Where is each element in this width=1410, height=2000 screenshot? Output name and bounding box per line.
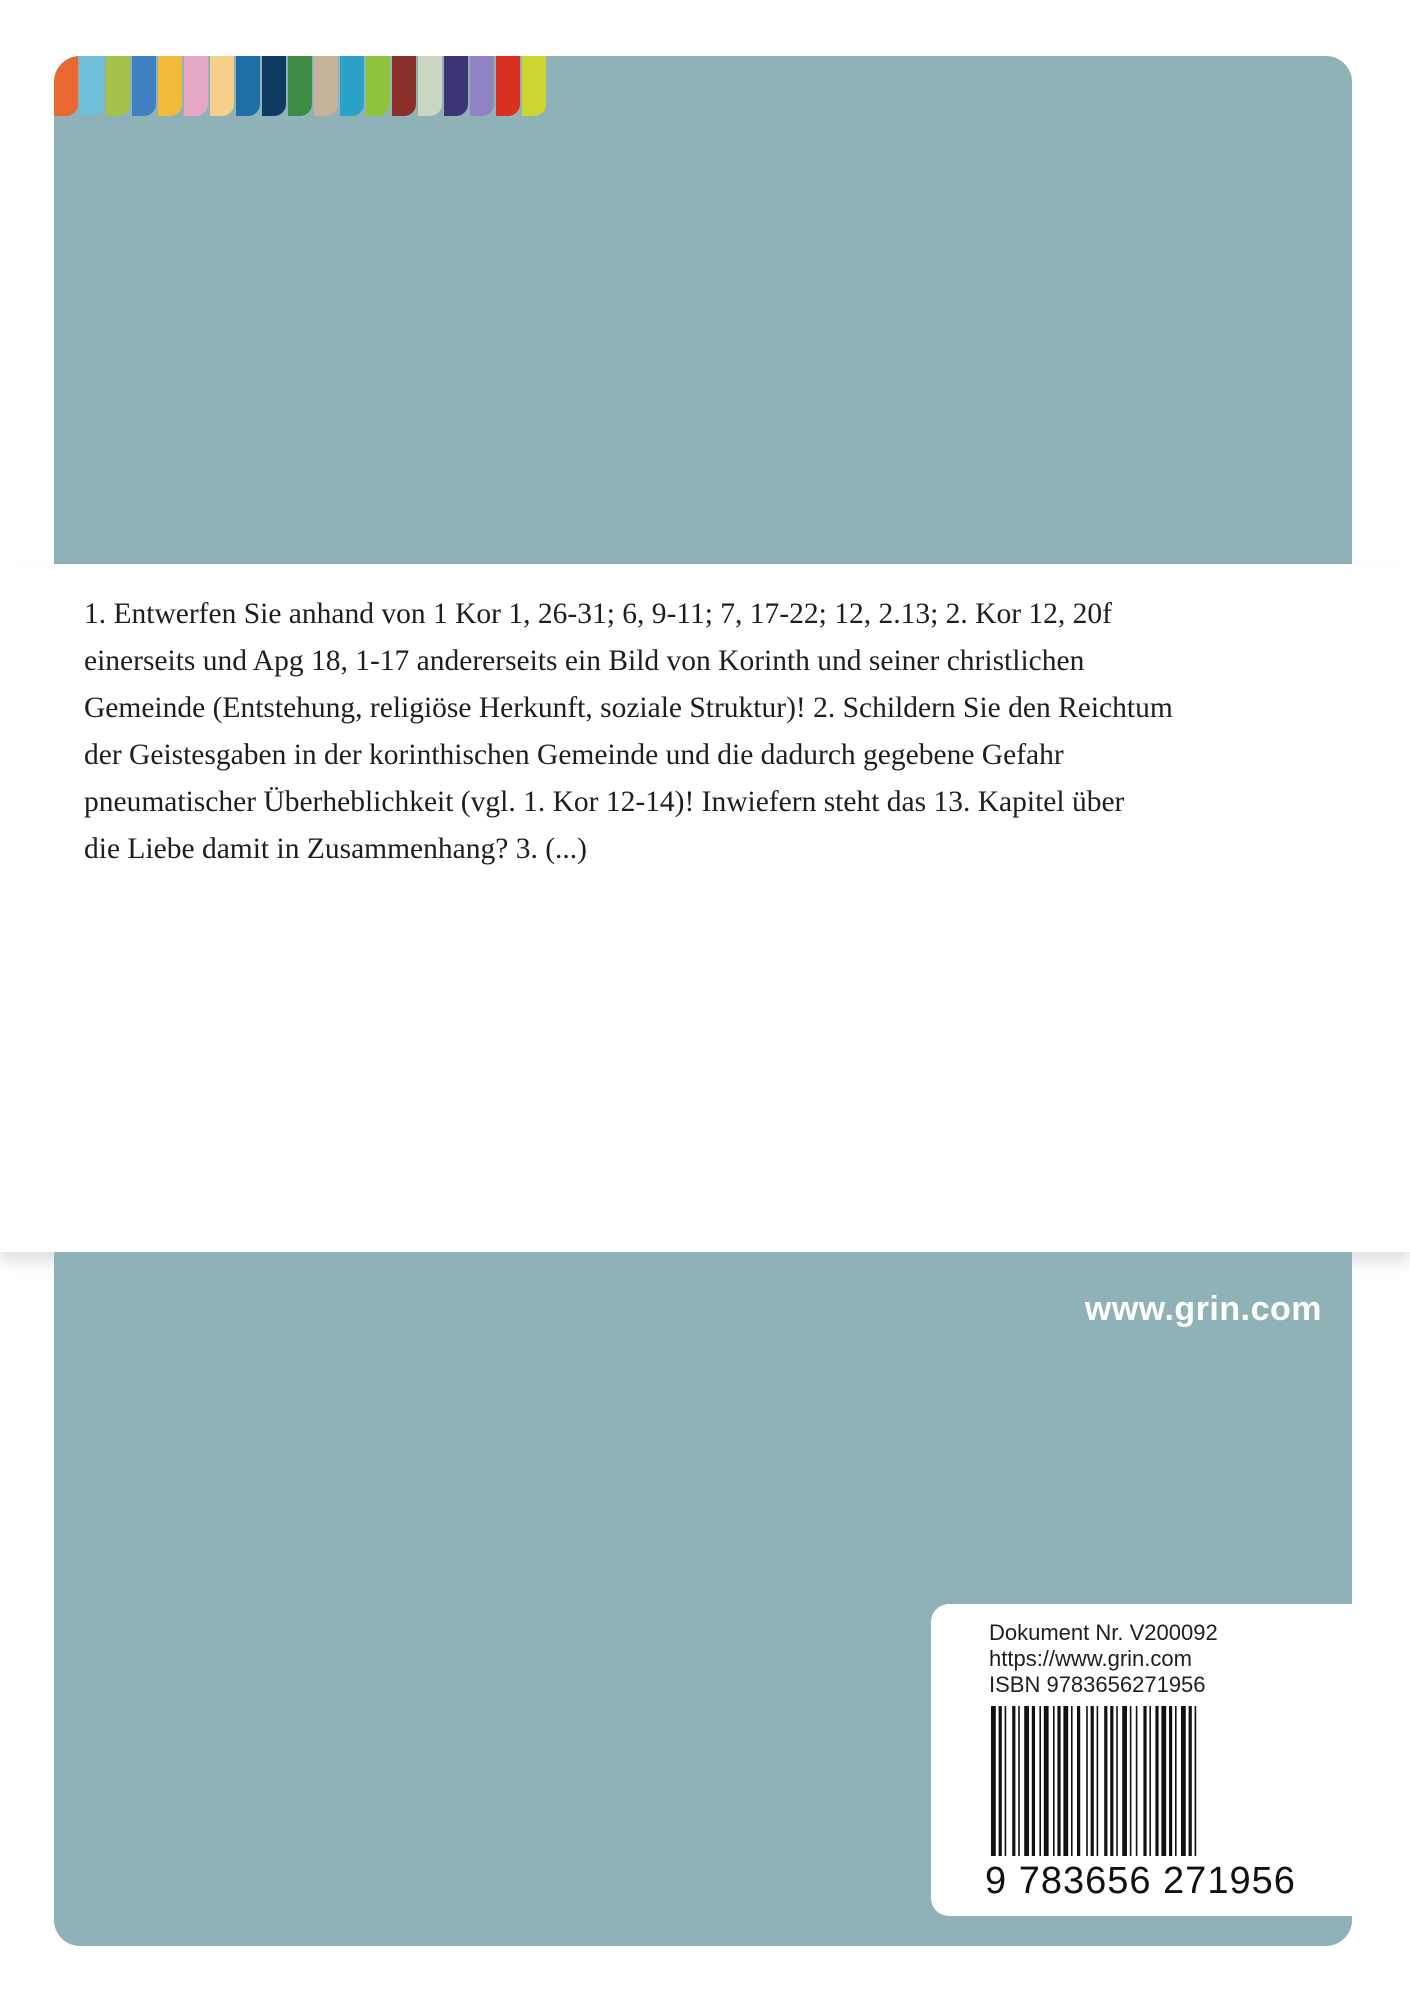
- barcode-bar: [1195, 1706, 1197, 1856]
- barcode-bar: [1149, 1706, 1151, 1856]
- barcode-bar: [1110, 1706, 1113, 1856]
- barcode-bar: [1181, 1706, 1186, 1856]
- barcode-bar: [1155, 1706, 1158, 1856]
- barcode-bar: [1169, 1706, 1172, 1856]
- color-tab: [444, 56, 468, 116]
- barcode-bar: [1077, 1706, 1080, 1856]
- abstract-area: [0, 564, 1410, 1252]
- barcode-bar: [991, 1706, 996, 1856]
- color-tab: [288, 56, 312, 116]
- barcode-bar: [1136, 1706, 1138, 1856]
- color-tab: [340, 56, 364, 116]
- abstract-line: pneumatischer Überheblichkeit (vgl. 1. Kor 12-14)! Inwiefern steht das 13. Kapitel über: [84, 786, 1125, 818]
- color-tab: [132, 56, 156, 116]
- barcode-bar: [1086, 1706, 1088, 1856]
- color-tab: [184, 56, 208, 116]
- color-tab: [314, 56, 338, 116]
- abstract-line: die Liebe damit in Zusammenhang? 3. (...): [84, 833, 587, 865]
- barcode-bar: [1044, 1706, 1049, 1856]
- color-tab-strip: [54, 56, 548, 116]
- document-url: https://www.grin.com: [989, 1646, 1192, 1671]
- barcode-bar: [1104, 1706, 1107, 1856]
- barcode-bar: [1116, 1706, 1118, 1856]
- color-tab: [418, 56, 442, 116]
- barcode-bar: [1161, 1706, 1166, 1856]
- barcode-bar: [1005, 1706, 1007, 1856]
- document-number: Dokument Nr. V200092: [989, 1620, 1218, 1645]
- color-tab: [54, 56, 78, 116]
- color-tab: [210, 56, 234, 116]
- isbn-barcode: [989, 1706, 1289, 1856]
- barcode-bar: [1091, 1706, 1094, 1856]
- color-tab: [496, 56, 520, 116]
- barcode-bar: [999, 1706, 1002, 1856]
- color-tab: [106, 56, 130, 116]
- barcode-bar: [1097, 1706, 1099, 1856]
- abstract-line: 1. Entwerfen Sie anhand von 1 Kor 1, 26-31; 6, 9-11; 7, 17-22; 12, 2.13; 2. Kor 12, 20f: [84, 598, 1112, 630]
- isbn-info-box: [931, 1604, 1352, 1916]
- barcode-bar: [1063, 1706, 1068, 1856]
- barcode-bar: [1039, 1706, 1041, 1856]
- barcode-bar: [1175, 1706, 1177, 1856]
- color-tab: [158, 56, 182, 116]
- barcode-bar: [1143, 1706, 1146, 1856]
- barcode-bar: [1189, 1706, 1192, 1856]
- color-tab: [470, 56, 494, 116]
- color-tab: [262, 56, 286, 116]
- barcode-bar: [1018, 1706, 1020, 1856]
- barcode-bar: [1012, 1706, 1015, 1856]
- barcode-bar: [1122, 1706, 1127, 1856]
- isbn-number: ISBN 9783656271956: [989, 1672, 1206, 1697]
- abstract-line: der Geistesgaben in der korinthischen Gemeinde und die dadurch gegebene Gefahr: [84, 739, 1064, 771]
- barcode-bar: [1032, 1706, 1035, 1856]
- barcode-digits: 9 783656 271956: [985, 1860, 1296, 1902]
- barcode-bar: [1130, 1706, 1132, 1856]
- barcode-bar: [1053, 1706, 1055, 1856]
- publisher-website: www.grin.com: [1084, 1290, 1322, 1328]
- barcode-bar: [1071, 1706, 1073, 1856]
- barcode-bar: [1024, 1706, 1029, 1856]
- color-tab: [392, 56, 416, 116]
- abstract-line: einerseits und Apg 18, 1-17 andererseits ein Bild von Korinth und seiner christlichen: [84, 645, 1085, 677]
- barcode-bar: [1057, 1706, 1060, 1856]
- color-tab: [522, 56, 546, 116]
- abstract-line: Gemeinde (Entstehung, religiöse Herkunft, soziale Struktur)! 2. Schildern Sie den Reichtum: [84, 692, 1173, 724]
- color-tab: [236, 56, 260, 116]
- color-tab: [80, 56, 104, 116]
- cover-top-panel: [54, 56, 1352, 564]
- color-tab: [366, 56, 390, 116]
- abstract-text: [84, 591, 1334, 873]
